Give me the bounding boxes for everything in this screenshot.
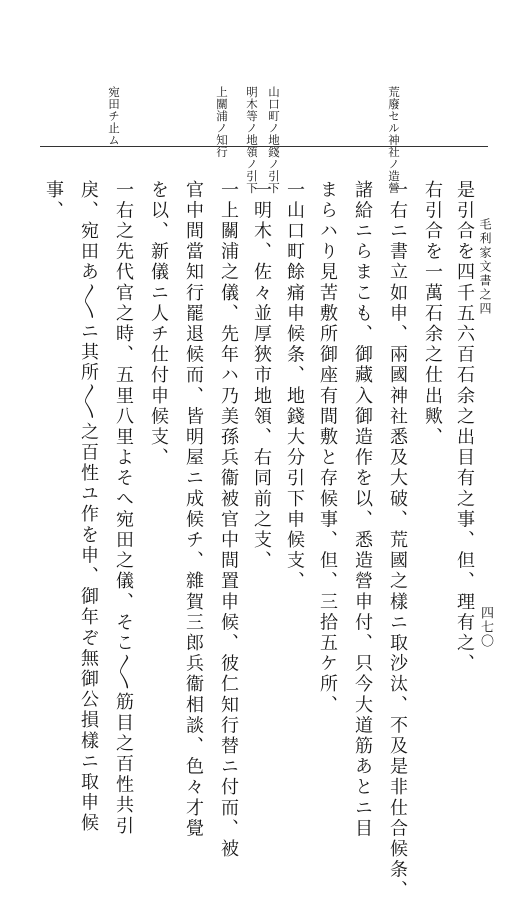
text-line: 一山口町餘痛申候条、地錢大分引下申候支、: [284, 180, 305, 592]
margin-note: 明木等ノ地領ノ引下: [245, 86, 259, 194]
text-line: を以、新儀ニ人チ仕付申候支、: [148, 180, 169, 469]
text-line: 事、: [43, 180, 64, 222]
margin-note: 宛田チ止ム: [107, 86, 121, 146]
margin-note: 山口町ノ地錢ノ引下: [267, 86, 281, 194]
text-line: 一上關浦之儀、先年ハ乃美孫兵衞被官中間置申候、彼仁知行替ニ付而、被: [218, 180, 239, 860]
text-line: 諸給ニらまこも、御藏入御造作を以、悉造營申付、只今大道筋あとニ目: [352, 180, 373, 840]
text-line: 右引合を一萬石余之仕出歟、: [422, 180, 443, 448]
text-line: 一右ニ書立如申、兩國神社悉及大破、荒國之樣ニ取沙汰、不及是非仕合候条、: [387, 180, 408, 901]
text-line: 戾、宛田あ〱ニ其所〱之百性ユ作を申、御年ぞ無御公損樣ニ取申候: [78, 180, 99, 834]
text-line: 一明木、佐々並厚狹市地領、右同前之支、: [251, 180, 272, 572]
margin-note: 荒廢セル神社ノ造營: [387, 86, 401, 194]
text-line: 官中間當知行罷退候而、皆明屋ニ成候チ、雜賀三郎兵衞相談、色々才覺: [183, 180, 204, 840]
margin-note: 上關浦ノ知行: [215, 86, 229, 158]
running-title: 毛利家文書之四: [478, 218, 492, 316]
text-line: 是引合を四千五六百石余之出目有之事、但、理有之、: [454, 180, 475, 675]
text-line: まらハり見苦敷所御座有間敷と存候事、但、三拾五ケ所、: [317, 180, 338, 716]
header-divider: [40, 146, 488, 147]
text-line: 一右之先代官之時、五里八里よそへ宛田之儀、そこ〱筋目之百性共引: [113, 180, 134, 837]
page-number: 四七〇: [478, 606, 493, 648]
